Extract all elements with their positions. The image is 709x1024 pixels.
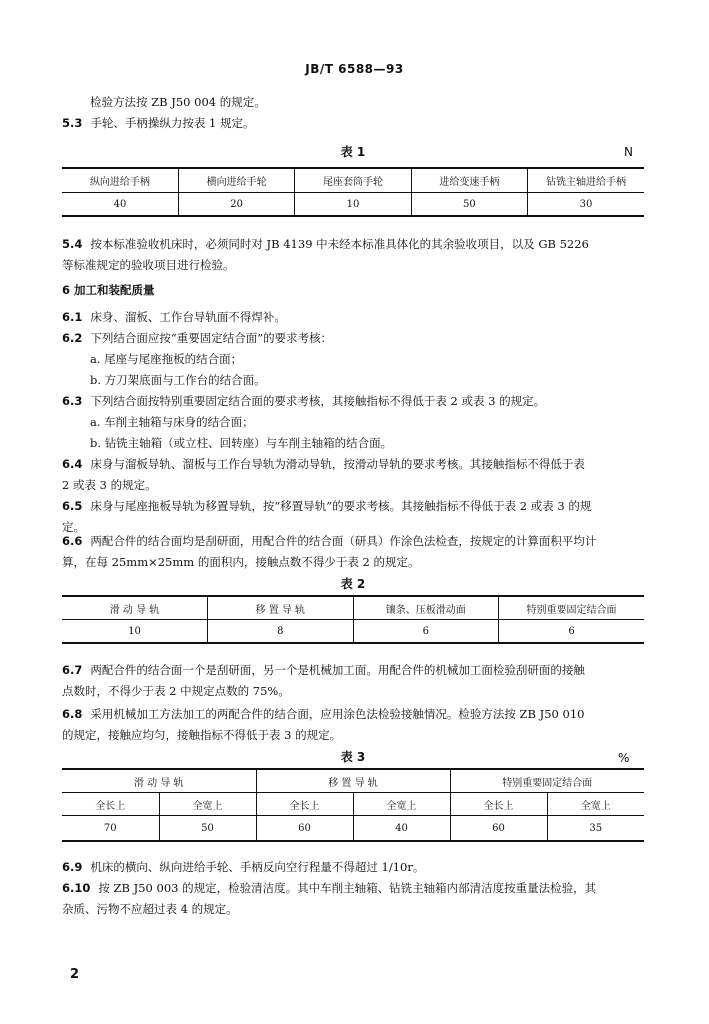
table-cell: 50 — [159, 816, 256, 842]
clause-text: 床身与尾座拖板导轨为移置导轨，按“移置导轨”的要求考核。其接触指标不得低于表 2 或表 3 的规 — [90, 499, 592, 513]
clause-number: 6.3 — [62, 394, 83, 408]
table-header-cell: 进给变速手柄 — [411, 168, 527, 193]
table-subheader-cell: 全宽上 — [159, 793, 256, 816]
table-3 — [62, 768, 644, 842]
section-6-heading: 6 加工和装配质量 — [62, 283, 155, 297]
table-cell: 8 — [208, 620, 354, 644]
clause-text: 杂质、污物不应超过表 4 的规定。 — [62, 902, 238, 916]
table-cell: 10 — [295, 193, 411, 217]
table1-unit: N — [624, 145, 633, 159]
clause-text: 算，在每 25mm×25mm 的面积内，接触点数不得少于表 2 的规定。 — [62, 555, 420, 569]
table-cell: 35 — [547, 816, 644, 842]
table-header-cell: 镶条、压板滑动面 — [353, 596, 499, 620]
clause-number: 5.4 — [62, 237, 83, 251]
table-subheader-cell: 全宽上 — [547, 793, 644, 816]
clause-text: 定。 — [62, 520, 85, 534]
clause-text: 下列结合面按特别重要固定结合面的要求考核，其接触指标不得低于表 2 或表 3 的规定。 — [90, 394, 546, 408]
table-header-cell: 纵向进给手柄 — [62, 168, 178, 193]
table-subheader-row — [62, 793, 644, 816]
table-cell: 60 — [256, 816, 353, 842]
clause-6-4 — [62, 454, 652, 496]
table-row — [62, 816, 644, 842]
clause-text: 按 ZB J50 003 的规定，检验清洁度。其中车削主轴箱、钻铣主轴箱内部清洁度按重量法检验，其 — [98, 881, 597, 895]
table-header-cell: 特别重要固定结合面 — [499, 596, 645, 620]
table-group-header-row — [62, 769, 644, 793]
table-cell: 50 — [411, 193, 527, 217]
table-row — [62, 193, 644, 217]
table-subheader-cell: 全长上 — [62, 793, 159, 816]
clause-text: 按本标准验收机床时，必须同时对 JB 4139 中未经本标准具体化的其余验收项目，以及 GB 5226 — [90, 237, 589, 251]
table-subheader-cell: 全长上 — [450, 793, 547, 816]
clause-6-1 — [62, 307, 652, 328]
table-cell: 10 — [128, 625, 141, 637]
clause-number: 6.1 — [62, 310, 83, 324]
clause-number: 6.7 — [62, 663, 83, 677]
clause-text: 下列结合面应按“重要固定结合面”的要求考核： — [90, 331, 333, 345]
clause-6-3 — [62, 391, 652, 454]
table3-caption: 表 3 — [340, 750, 366, 764]
clause-text: 点数时，不得少于表 2 中规定点数的 75%。 — [62, 684, 290, 698]
document-header: JB/T 6588—93 — [305, 62, 404, 76]
page-number: 2 — [70, 967, 80, 982]
table-cell: 30 — [528, 193, 644, 217]
list-item: b. 钻铣主轴箱（或立柱、回转座）与车削主轴箱的结合面。 — [90, 436, 393, 450]
table-header-row — [62, 168, 644, 193]
clause-text: 等标准规定的验收项目进行检验。 — [62, 258, 235, 272]
clause-text: 两配合件的结合面均是刮研面，用配合件的结合面（研具）作涂色法检查，按规定的计算面积平均计 — [90, 534, 597, 548]
table-group-header: 滑 动 导 轨 — [62, 769, 256, 793]
clause-text: 两配合件的结合面一个是刮研面，另一个是机械加工面。用配合件的机械加工面检验刮研面的接触 — [90, 663, 585, 677]
clause-number: 5.3 — [62, 116, 83, 130]
clause-number: 6.6 — [62, 534, 83, 548]
table-header-cell: 滑 动 导 轨 — [62, 596, 208, 620]
table2-caption: 表 2 — [340, 577, 366, 591]
table-2 — [62, 595, 644, 644]
clause-6-7 — [62, 660, 652, 702]
line-text: 检验方法按 ZB J50 004 的规定。 — [90, 95, 266, 109]
table-subheader-cell: 全长上 — [256, 793, 353, 816]
clause-6-9 — [62, 857, 652, 878]
clause-text: 采用机械加工方法加工的两配合件的结合面，应用涂色法检验接触情况。检验方法按 ZB J50 010 — [90, 707, 585, 721]
table3-unit: % — [618, 751, 630, 765]
list-item: a. 车削主轴箱与床身的结合面； — [90, 415, 254, 429]
table-group-header: 移 置 导 轨 — [256, 769, 450, 793]
clause-number: 6.9 — [62, 860, 83, 874]
table-cell: 40 — [113, 198, 127, 210]
clause-6-2 — [62, 328, 652, 391]
clause-5-3 — [62, 113, 652, 134]
clause-6-10 — [62, 878, 652, 920]
table-header-cell: 横向进给手轮 — [178, 168, 294, 193]
clause-text: 床身、溜板、工作台导轨面不得焊补。 — [90, 310, 286, 324]
table-cell: 70 — [103, 822, 117, 834]
clause-text: 机床的横向、纵向进给手轮、手柄反向空行程量不得超过 1/10r。 — [90, 860, 425, 874]
table-1 — [62, 167, 644, 217]
table-header-cell: 尾座套筒手轮 — [295, 168, 411, 193]
table-cell: 6 — [499, 620, 645, 644]
clause-text: 的规定，接触应均匀，接触指标不得低于表 3 的规定。 — [62, 728, 342, 742]
table-subheader-cell: 全宽上 — [353, 793, 450, 816]
table-group-header: 特别重要固定结合面 — [450, 769, 644, 793]
clause-5-4 — [62, 234, 652, 276]
clause-number: 6.2 — [62, 331, 83, 345]
table1-caption: 表 1 — [340, 145, 366, 159]
table-cell: 20 — [178, 193, 294, 217]
table-header-cell: 钻铣主轴进给手柄 — [528, 168, 644, 193]
clause-number: 6.10 — [62, 881, 91, 895]
table-header-cell: 移 置 导 轨 — [208, 596, 354, 620]
clause-6-8 — [62, 704, 652, 746]
clause-text: 手轮、手柄操纵力按表 1 规定。 — [90, 116, 255, 130]
table-header-row — [62, 596, 644, 620]
table-cell: 40 — [353, 816, 450, 842]
list-item: a. 尾座与尾座拖板的结合面； — [90, 352, 243, 366]
list-item: b. 方刀架底面与工作台的结合面。 — [90, 373, 266, 387]
table-row — [62, 620, 644, 644]
table-cell: 6 — [353, 620, 499, 644]
clause-6-6 — [62, 531, 652, 573]
clause-number: 6.8 — [62, 707, 83, 721]
clause-number: 6.5 — [62, 499, 83, 513]
paragraph-continuation — [62, 92, 652, 113]
clause-number: 6.4 — [62, 457, 83, 471]
table-cell: 60 — [450, 816, 547, 842]
clause-text: 床身与溜板导轨、溜板与工作台导轨为滑动导轨，按滑动导轨的要求考核。其接触指标不得低于表 — [90, 457, 585, 471]
clause-text: 2 或表 3 的规定。 — [62, 478, 157, 492]
